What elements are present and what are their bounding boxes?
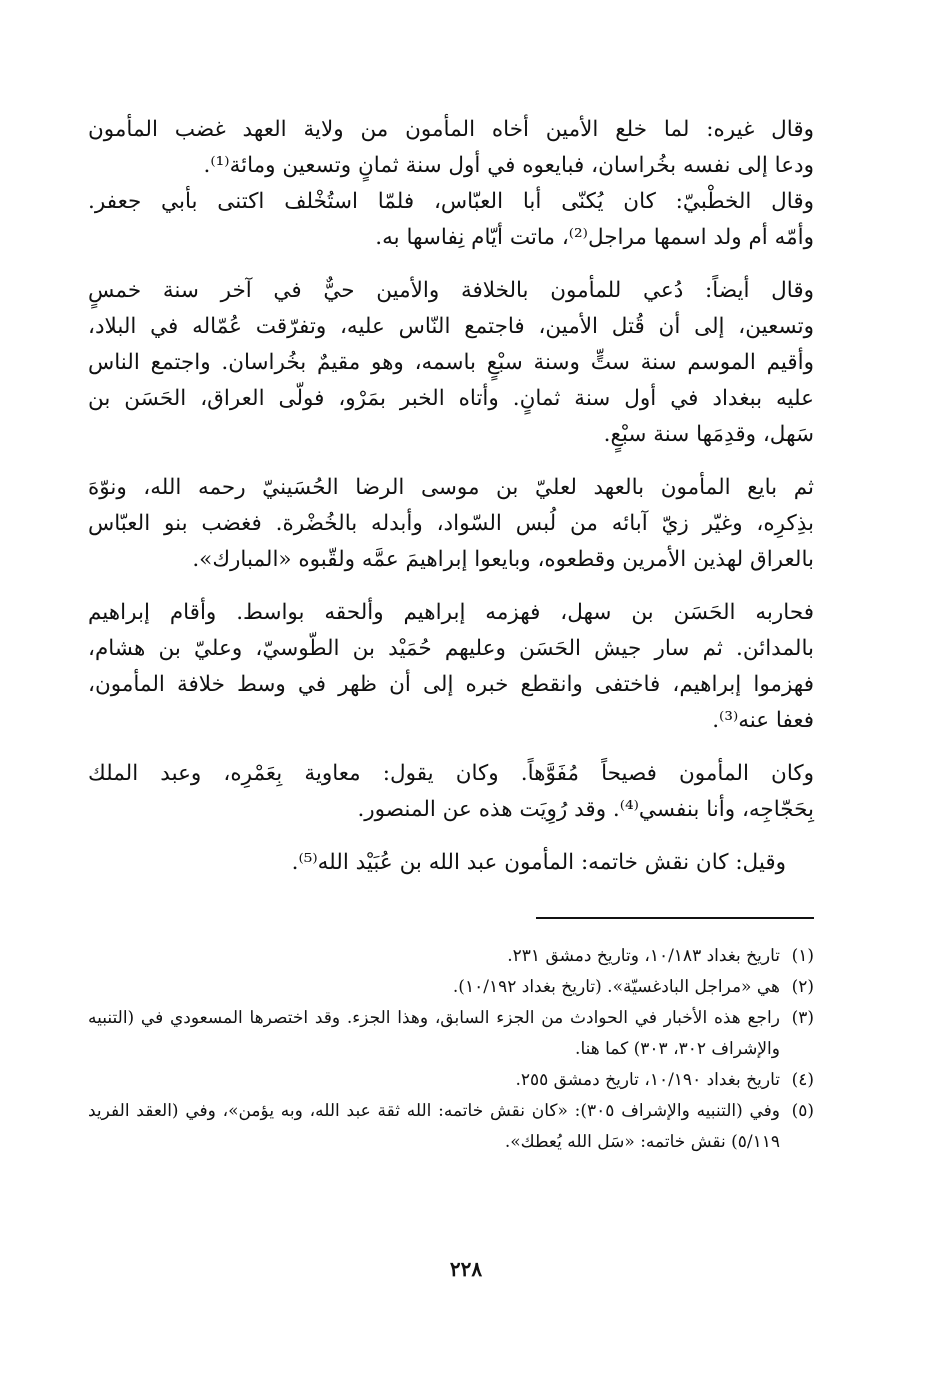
paragraph-7: وقيل: كان نقش خاتمه: المأمون عبد الله بن عُبَيْد الله⁽⁵⁾. <box>291 850 786 875</box>
footnote-text: هي «مراجل البادغسيّة». (تاريخ بغداد ١٠/١٩٢). <box>452 977 780 997</box>
footnote-text: راجع هذه الأخبار في الحوادث من الجزء السابق، وهذا الجزء. وقد اختصرها المسعودي في (التنبيه والإشراف ٣٠٢، ٣٠٣) كما هنا. <box>88 1008 780 1059</box>
text-line: سَهل، وقدِمَها سنة سبْعٍ. <box>603 422 814 447</box>
text-line: ثم بايع المأمون بالعهد لعليّ بن موسى الرضا الحُسَينيّ رحمه الله، ونوّهَ <box>88 475 814 500</box>
text-line: عليه ببغداد في أول سنة ثمانٍ. وأتاه الخبر بمَرْو، فولّى العراق، الحَسَن بن <box>88 386 814 411</box>
paragraph-5 <box>88 595 814 739</box>
footnotes <box>88 941 814 1158</box>
text-line: وقال أيضاً: دُعي للمأمون بالخلافة والأمين حيٌّ في آخر سنة خمسٍ <box>88 278 814 303</box>
footnote-number: (٥) <box>791 1101 814 1121</box>
text-line: وتسعين، إلى أن قُتل الأمين، فاجتمع النّاس عليه، وتفرّقت عُمّاله في البلاد، <box>88 314 814 339</box>
footnote-number: (٤) <box>791 1070 814 1090</box>
page-number: ٢٢٨ <box>449 1257 483 1281</box>
footnote-text: وفي (التنبيه والإشراف ٣٠٥): «كان نقش خاتمه: الله ثقة عبد الله، وبه يؤمن»، وفي (العقد الفريد ٥/١١٩) نقش خاتمه: «سَل الله يُعطك». <box>88 1101 781 1152</box>
text-line: فعفا عنه⁽³⁾. <box>712 708 814 733</box>
text-line: وأقيم الموسم سنة ستٍّ وسنة سبْعٍ باسمه، وهو مقيمٌ بخُراسان. واجتمع الناس <box>88 350 814 375</box>
text-line: بالمدائن. ثم سار جيش الحَسَن وعليهم حُمَيْد بن الطّوسيّ، وعليّ بن هشام، <box>88 636 814 661</box>
footnote-number: (١) <box>791 946 814 966</box>
footnote-separator-wrap <box>88 917 814 919</box>
footnote <box>88 1096 814 1158</box>
text-line: فحاربه الحَسَن بن سهل، فهزمه إبراهيم وألحقه بواسط. وأقام إبراهيم <box>88 600 814 625</box>
text-line: وقال غيره: لما خلع الأمين أخاه المأمون من ولاية العهد غضب المأمون <box>88 117 814 142</box>
text-line: بِحَجّاجِه، وأنا بنفسي⁽⁴⁾. وقد رُوِيَت هذه عن المنصور. <box>357 797 814 822</box>
footnote-text: تاريخ بغداد ١٠/١٩٠، تاريخ دمشق ٢٥٥. <box>515 1070 780 1090</box>
text-line: ودعا إلى نفسه بخُراسان، فبايعوه في أول سنة ثمانٍ وتسعين ومائة⁽¹⁾. <box>203 153 814 178</box>
footnote-text: تاريخ بغداد ١٠/١٨٣، وتاريخ دمشق ٢٣١. <box>507 946 780 966</box>
text-line: بذِكرِه، وغيّر زيّ آبائه من لُبس السّواد، وأبدله بالخُضْرة. فغضب بنو العبّاس <box>88 511 814 536</box>
footnote <box>88 1003 814 1065</box>
paragraph-6 <box>88 756 814 828</box>
text-line: بالعراق لهذين الأمرين وقطعوه، وبايعوا إبراهيمَ عمَّه ولقّبوه «المبارك». <box>192 547 814 572</box>
footnote <box>88 1065 814 1096</box>
footnote-number: (٢) <box>791 977 814 997</box>
footnote-separator <box>536 917 814 919</box>
text-line: وقال الخطْبيّ: كان يُكنّى أبا العبّاس، فلمّا استُخْلف اكتنى بأبي جعفر. <box>88 189 814 214</box>
footnote <box>88 972 814 1003</box>
paragraph-3 <box>88 273 814 453</box>
footnote-number: (٣) <box>791 1008 814 1028</box>
footnote <box>88 941 814 972</box>
text-line: وأمّه أم ولد اسمها مراجل⁽²⁾، ماتت أيّام نِفاسها به. <box>375 225 814 250</box>
text-line: فهزموا إبراهيم، فاختفى وانقطع خبره إلى أن ظهر في وسط خلافة المأمون، <box>88 672 814 697</box>
paragraph-1 <box>88 112 814 184</box>
paragraph-4 <box>88 470 814 578</box>
text-line: وكان المأمون فصيحاً مُفَوَّهاً. وكان يقول: معاوية بِعَمْرِه، وعبد الملك <box>88 761 814 786</box>
paragraph-2 <box>88 184 814 256</box>
